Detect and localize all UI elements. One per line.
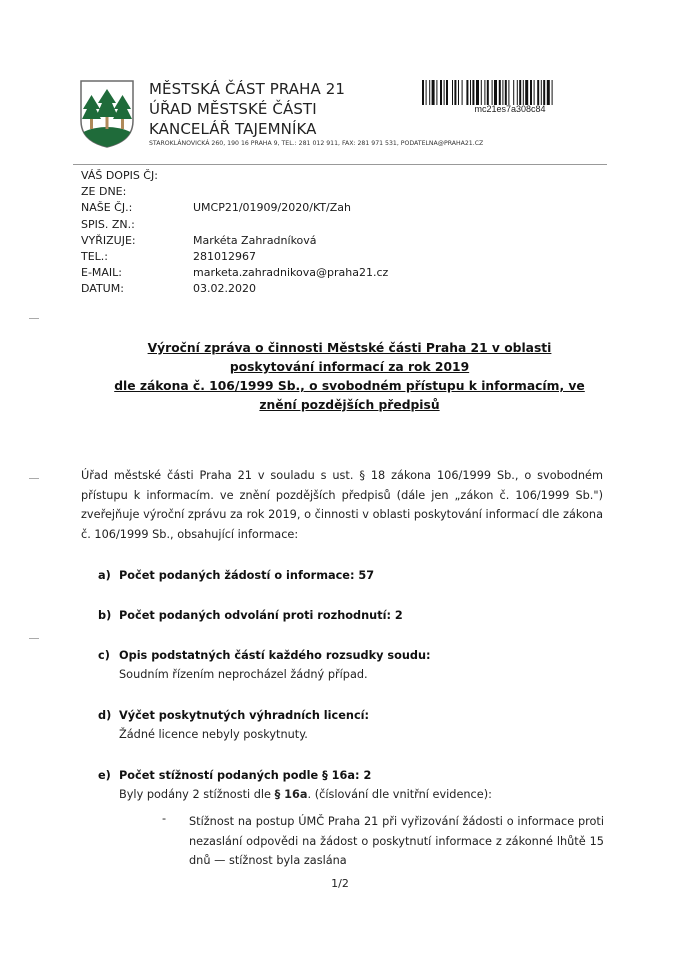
barcode-bar <box>422 80 424 105</box>
barcode-bar <box>484 80 485 105</box>
item-heading: Počet podaných odvolání proti rozhodnutí: 2 <box>119 609 403 622</box>
list-item-licences <box>98 706 369 744</box>
item-text-before: Byly podány 2 stížnosti dle <box>119 788 275 801</box>
intro-paragraph: Úřad městské části Praha 21 v souladu s ust. § 18 zákona 106/1999 Sb., o svobodném přístupu k informacím. ve znění pozdějších předpisů (dále jen „zákon č. 106/1999 Sb.") zveřejňuje výroční zprávu za rok 2019, o činnosti v oblasti poskytování informací dle zákona č. 106/1999 Sb., obsahující informace: <box>81 469 603 541</box>
title-line: poskytování informací za rok 2019 <box>229 360 470 374</box>
spruce-trees-icon <box>79 79 135 149</box>
barcode-text: mc21es7a308c84 <box>474 104 546 114</box>
barcode-bar <box>537 80 539 105</box>
barcode-bar <box>517 80 518 105</box>
list-item-complaints <box>98 766 492 804</box>
item-text: Soudním řízením neprocházel žádný případ. <box>119 668 368 681</box>
barcode-bar <box>499 80 501 105</box>
item-letter: b) <box>98 609 112 622</box>
barcode-bar <box>513 80 514 105</box>
barcode-bar <box>446 80 448 105</box>
list-item-court <box>98 646 431 684</box>
item-letter: c) <box>98 649 110 662</box>
title-line: dle zákona č. 106/1999 Sb., o svobodném přístupu k informacím, ve <box>114 379 585 393</box>
barcode-bar <box>440 80 442 105</box>
barcode-bar <box>541 80 542 105</box>
item-text-after: . (číslování dle vnitřní evidence): <box>307 788 492 801</box>
reference-value: marketa.zahradnikova@praha21.cz <box>193 266 389 280</box>
reference-value: Markéta Zahradníková <box>193 233 317 247</box>
barcode-bar <box>492 80 493 105</box>
fold-mark <box>29 478 39 479</box>
reference-value: UMCP21/01909/2020/KT/Zah <box>193 201 351 215</box>
item-letter: a) <box>98 569 111 582</box>
reference-label: DATUM: <box>81 282 124 296</box>
barcode-bar <box>481 80 482 105</box>
item-heading: Opis podstatných částí každého rozsudky soudu: <box>119 649 431 662</box>
barcode-bar <box>525 80 528 105</box>
reference-label: TEL.: <box>81 250 109 263</box>
item-heading: Výčet poskytnutých výhradních licencí: <box>119 709 370 722</box>
fold-mark <box>29 318 39 319</box>
item-heading: Počet stížností podaných podle § 16a: 2 <box>119 769 372 782</box>
item-letter: d) <box>98 709 112 722</box>
barcode-bar <box>458 80 459 105</box>
page-number: 1/2 <box>331 877 349 890</box>
bullet-marker: - <box>162 812 167 825</box>
item-text: Žádné licence nebyly poskytnuty. <box>119 728 308 741</box>
title-line: Výroční zpráva o činnosti Městské části Praha 21 v oblasti <box>147 341 552 355</box>
barcode-bar <box>452 80 453 105</box>
reference-label: VÁŠ DOPIS ČJ: <box>81 169 158 182</box>
barcode-bar <box>470 80 471 105</box>
reference-label: VYŘIZUJE: <box>81 233 136 247</box>
barcode-bar <box>502 80 503 105</box>
list-item-appeals <box>98 606 403 625</box>
barcode-bar <box>432 80 435 105</box>
barcode-bar <box>444 80 445 105</box>
item-text <box>98 785 492 804</box>
barcode-bar <box>436 80 437 105</box>
reference-value: 03.02.2020 <box>193 282 256 296</box>
barcode-bar <box>505 80 507 105</box>
barcode-bar <box>508 80 509 105</box>
list-item-requests <box>98 566 374 585</box>
barcode-bar <box>543 80 545 105</box>
barcode-bar <box>487 80 489 105</box>
reference-label: NAŠE ČJ.: <box>81 201 133 215</box>
reference-label: SPIS. ZN.: <box>81 217 135 231</box>
reference-label: ZE DNE: <box>81 185 127 199</box>
coat-of-arms-logo <box>79 79 135 149</box>
barcode-bar <box>519 80 521 105</box>
barcode-bar <box>494 80 497 105</box>
reference-value: 281012967 <box>193 250 256 263</box>
reference-label: E-MAIL: <box>81 266 123 280</box>
title-line: znění pozdějších předpisů <box>259 398 440 412</box>
fold-mark <box>29 638 39 639</box>
barcode-bar <box>530 80 532 105</box>
barcode-bar <box>462 80 463 105</box>
barcode-bar <box>429 80 430 105</box>
org-address: STAROKLÁNOVICKÁ 260, 190 16 PRAHA 9, TEL.: 281 012 911, FAX: 281 971 531, PODATELNA@PRAHA21.CZ <box>149 140 484 147</box>
org-office-line: ÚŘAD MĚSTSKÉ ČÁSTI <box>149 100 317 118</box>
barcode-bar <box>547 80 550 105</box>
barcode-bar <box>426 80 427 105</box>
document-title <box>80 339 619 415</box>
org-department-line: KANCELÁŘ TAJEMNÍKA <box>149 120 317 138</box>
barcode-bar <box>466 80 468 105</box>
item-letter: e) <box>98 769 111 782</box>
barcode-bar <box>552 80 553 105</box>
complaint-bullet-text: Stížnost na postup ÚMČ Praha 21 při vyřizování žádosti o informace proti nezaslání odpovědi na žádost o poskytnutí informace z zákonné lhůtě 15 dnů — stížnost byla zaslána <box>189 815 604 867</box>
barcode-icon <box>422 80 598 105</box>
item-text-bold: § 16a <box>274 788 308 801</box>
barcode-bar <box>476 80 479 105</box>
barcode-bar <box>523 80 524 105</box>
barcode-bar <box>454 80 456 105</box>
header-divider <box>73 164 607 165</box>
barcode-bar <box>472 80 474 105</box>
org-name-line: MĚSTSKÁ ČÁST PRAHA 21 <box>149 80 346 98</box>
barcode-bar <box>534 80 535 105</box>
item-heading: Počet podaných žádostí o informace: 57 <box>119 569 375 582</box>
